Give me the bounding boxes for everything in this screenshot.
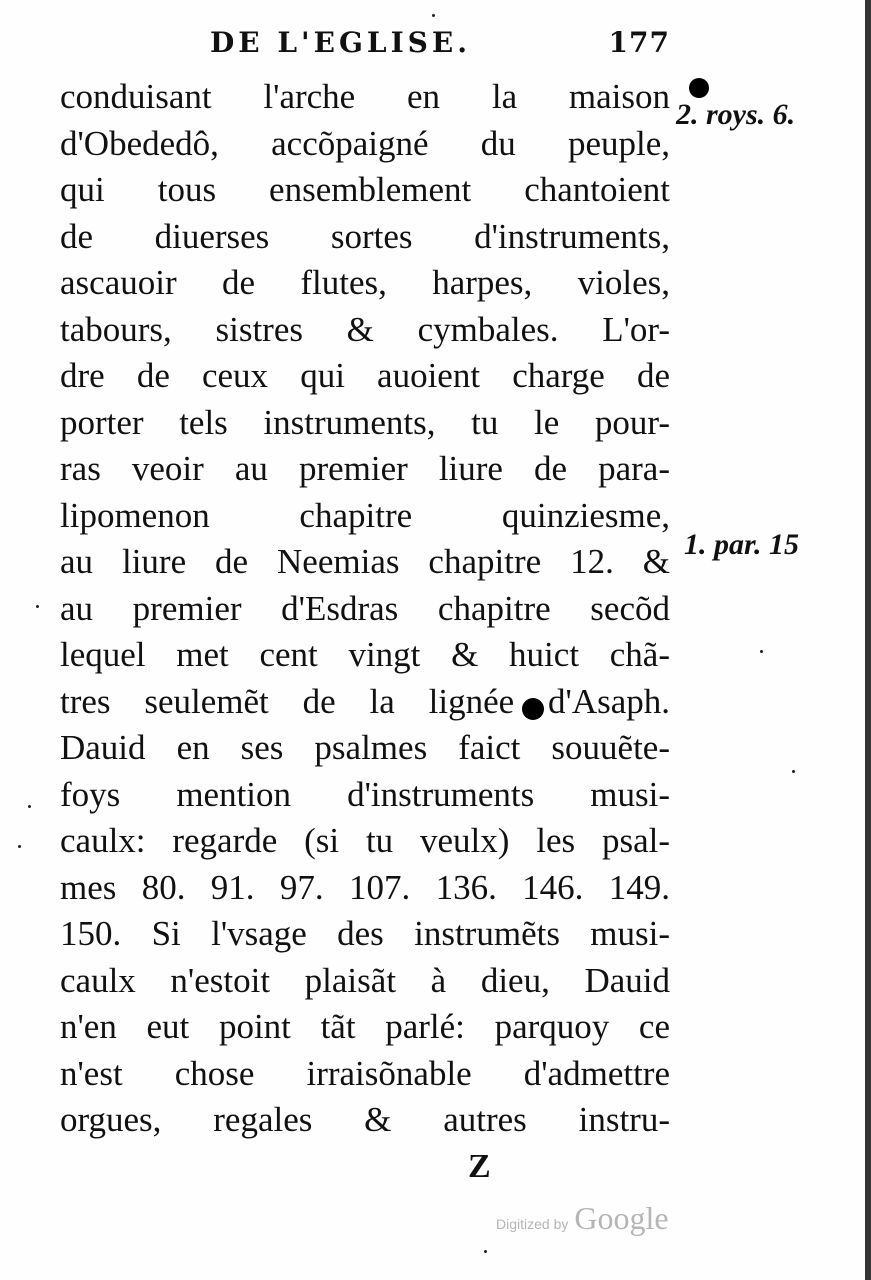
running-header bbox=[210, 26, 670, 66]
text-line: dre de ceux qui auoient charge de bbox=[60, 356, 670, 395]
text-line: lequel met cent vingt & huict chã- bbox=[60, 635, 670, 674]
signature-mark: Z bbox=[468, 1148, 491, 1185]
margin-note-reference: 2. roys. 6. bbox=[676, 98, 796, 131]
watermark-prefix: Digitized by bbox=[496, 1216, 569, 1232]
watermark-brand: Google bbox=[574, 1200, 669, 1236]
text-line: qui tous ensemblement chantoient bbox=[60, 170, 670, 209]
paper-speckle bbox=[18, 845, 21, 848]
paper-speckle bbox=[760, 650, 763, 653]
text-line: tres seulemẽt de la lignée d'Asaph. bbox=[60, 681, 670, 721]
page-number: 177 bbox=[608, 26, 670, 59]
text-line: orgues, regales & autres instru- bbox=[60, 1100, 670, 1139]
text-line: foys mention d'instruments musi- bbox=[60, 774, 670, 814]
page-edge-shadow bbox=[865, 0, 871, 1280]
text-line: au liure de Neemias chapitre 12. & bbox=[60, 542, 670, 581]
text-line: caulx n'estoit plaisãt à dieu, Dauid bbox=[60, 960, 670, 1000]
text-line: tabours, sistres & cymbales. L'or- bbox=[60, 309, 670, 349]
text-line: ras veoir au premier liure de para- bbox=[60, 449, 670, 488]
text-line: Dauid en ses psalmes faict souuẽte- bbox=[60, 728, 670, 767]
text-line: au premier d'Esdras chapitre secõd bbox=[60, 588, 670, 628]
text-line: de diuerses sortes d'instruments, bbox=[60, 216, 670, 256]
text-line: n'en eut point tãt parlé: parquoy ce bbox=[60, 1007, 670, 1046]
text-line: d'Obededô, accõpaigné du peuple, bbox=[60, 123, 670, 163]
text-line: n'est chose irraisõnable d'admettre bbox=[60, 1053, 670, 1093]
text-line: ascauoir de flutes, harpes, violes, bbox=[60, 263, 670, 302]
body-text bbox=[60, 74, 670, 1144]
paper-speckle bbox=[36, 605, 39, 608]
paper-speckle bbox=[792, 770, 795, 773]
paper-speckle bbox=[484, 1250, 487, 1253]
margin-note-reference: 1. par. 15 bbox=[684, 528, 800, 561]
text-line: caulx: regarde (si tu veulx) les psal- bbox=[60, 821, 670, 860]
text-line: lipomenon chapitre quinziesme, bbox=[60, 495, 670, 535]
text-line: mes 80. 91. 97. 107. 136. 146. 149. bbox=[60, 867, 670, 907]
ink-blot bbox=[689, 78, 709, 98]
text-line: porter tels instruments, tu le pour- bbox=[60, 402, 670, 442]
text-line: conduisant l'arche en la maison bbox=[60, 77, 670, 116]
text-line: 150. Si l'vsage des instrumẽts musi- bbox=[60, 914, 670, 953]
digitization-watermark bbox=[496, 1200, 669, 1237]
paper-speckle bbox=[432, 14, 435, 17]
paper-speckle bbox=[28, 805, 31, 808]
running-title: DE L'EGLISE. bbox=[210, 26, 471, 59]
